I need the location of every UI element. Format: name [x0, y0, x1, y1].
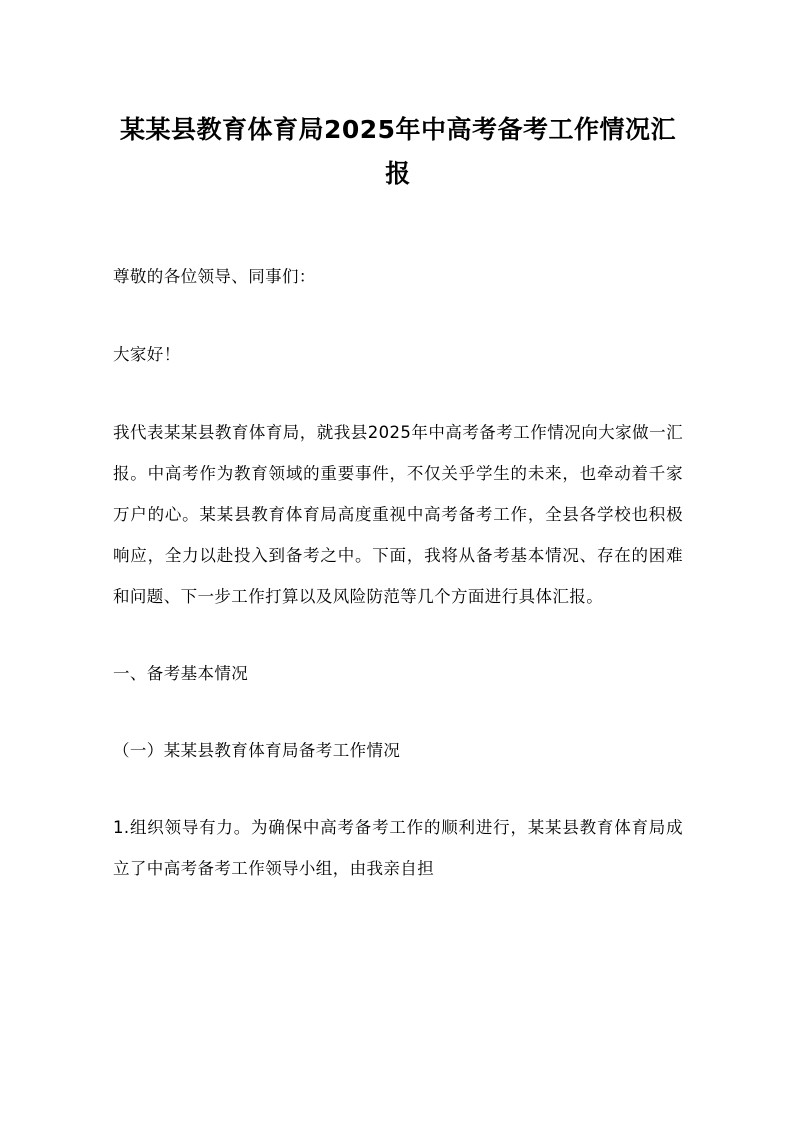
spacer: [113, 694, 683, 730]
spacer: [113, 196, 683, 256]
intro-paragraph: 我代表某某县教育体育局，就我县2025年中高考备考工作情况向大家做一汇报。中高考作为教育领域的重要事件，不仅关乎学生的未来，也牵动着千家万户的心。某某县教育体育局高度重视中高考备考工作，全县各学校也积极响应，全力以赴投入到备考之中。下面，我将从备考基本情况、存在的困难和问题、下一步工作打算以及风险防范等几个方面进行具体汇报。: [113, 423, 683, 606]
section-1-heading: 一、备考基本情况: [113, 664, 249, 683]
greeting-line: 尊敬的各位领导、同事们：: [113, 267, 316, 286]
page-title: 某某县教育体育局2025年中高考备考工作情况汇报: [119, 115, 677, 188]
salutation-line: 大家好！: [113, 345, 181, 364]
spacer: [113, 375, 683, 412]
spacer: [113, 297, 683, 334]
spacer: [113, 617, 683, 653]
document-body: [113, 108, 683, 889]
section-1-1-heading: （一）某某县教育体育局备考工作情况: [113, 741, 401, 760]
spacer: [113, 771, 683, 807]
section-1-1-item-1: 1.组织领导有力。为确保中高考备考工作的顺利进行，某某县教育体育局成立了中高考备考工作领导小组，由我亲自担: [113, 818, 683, 878]
